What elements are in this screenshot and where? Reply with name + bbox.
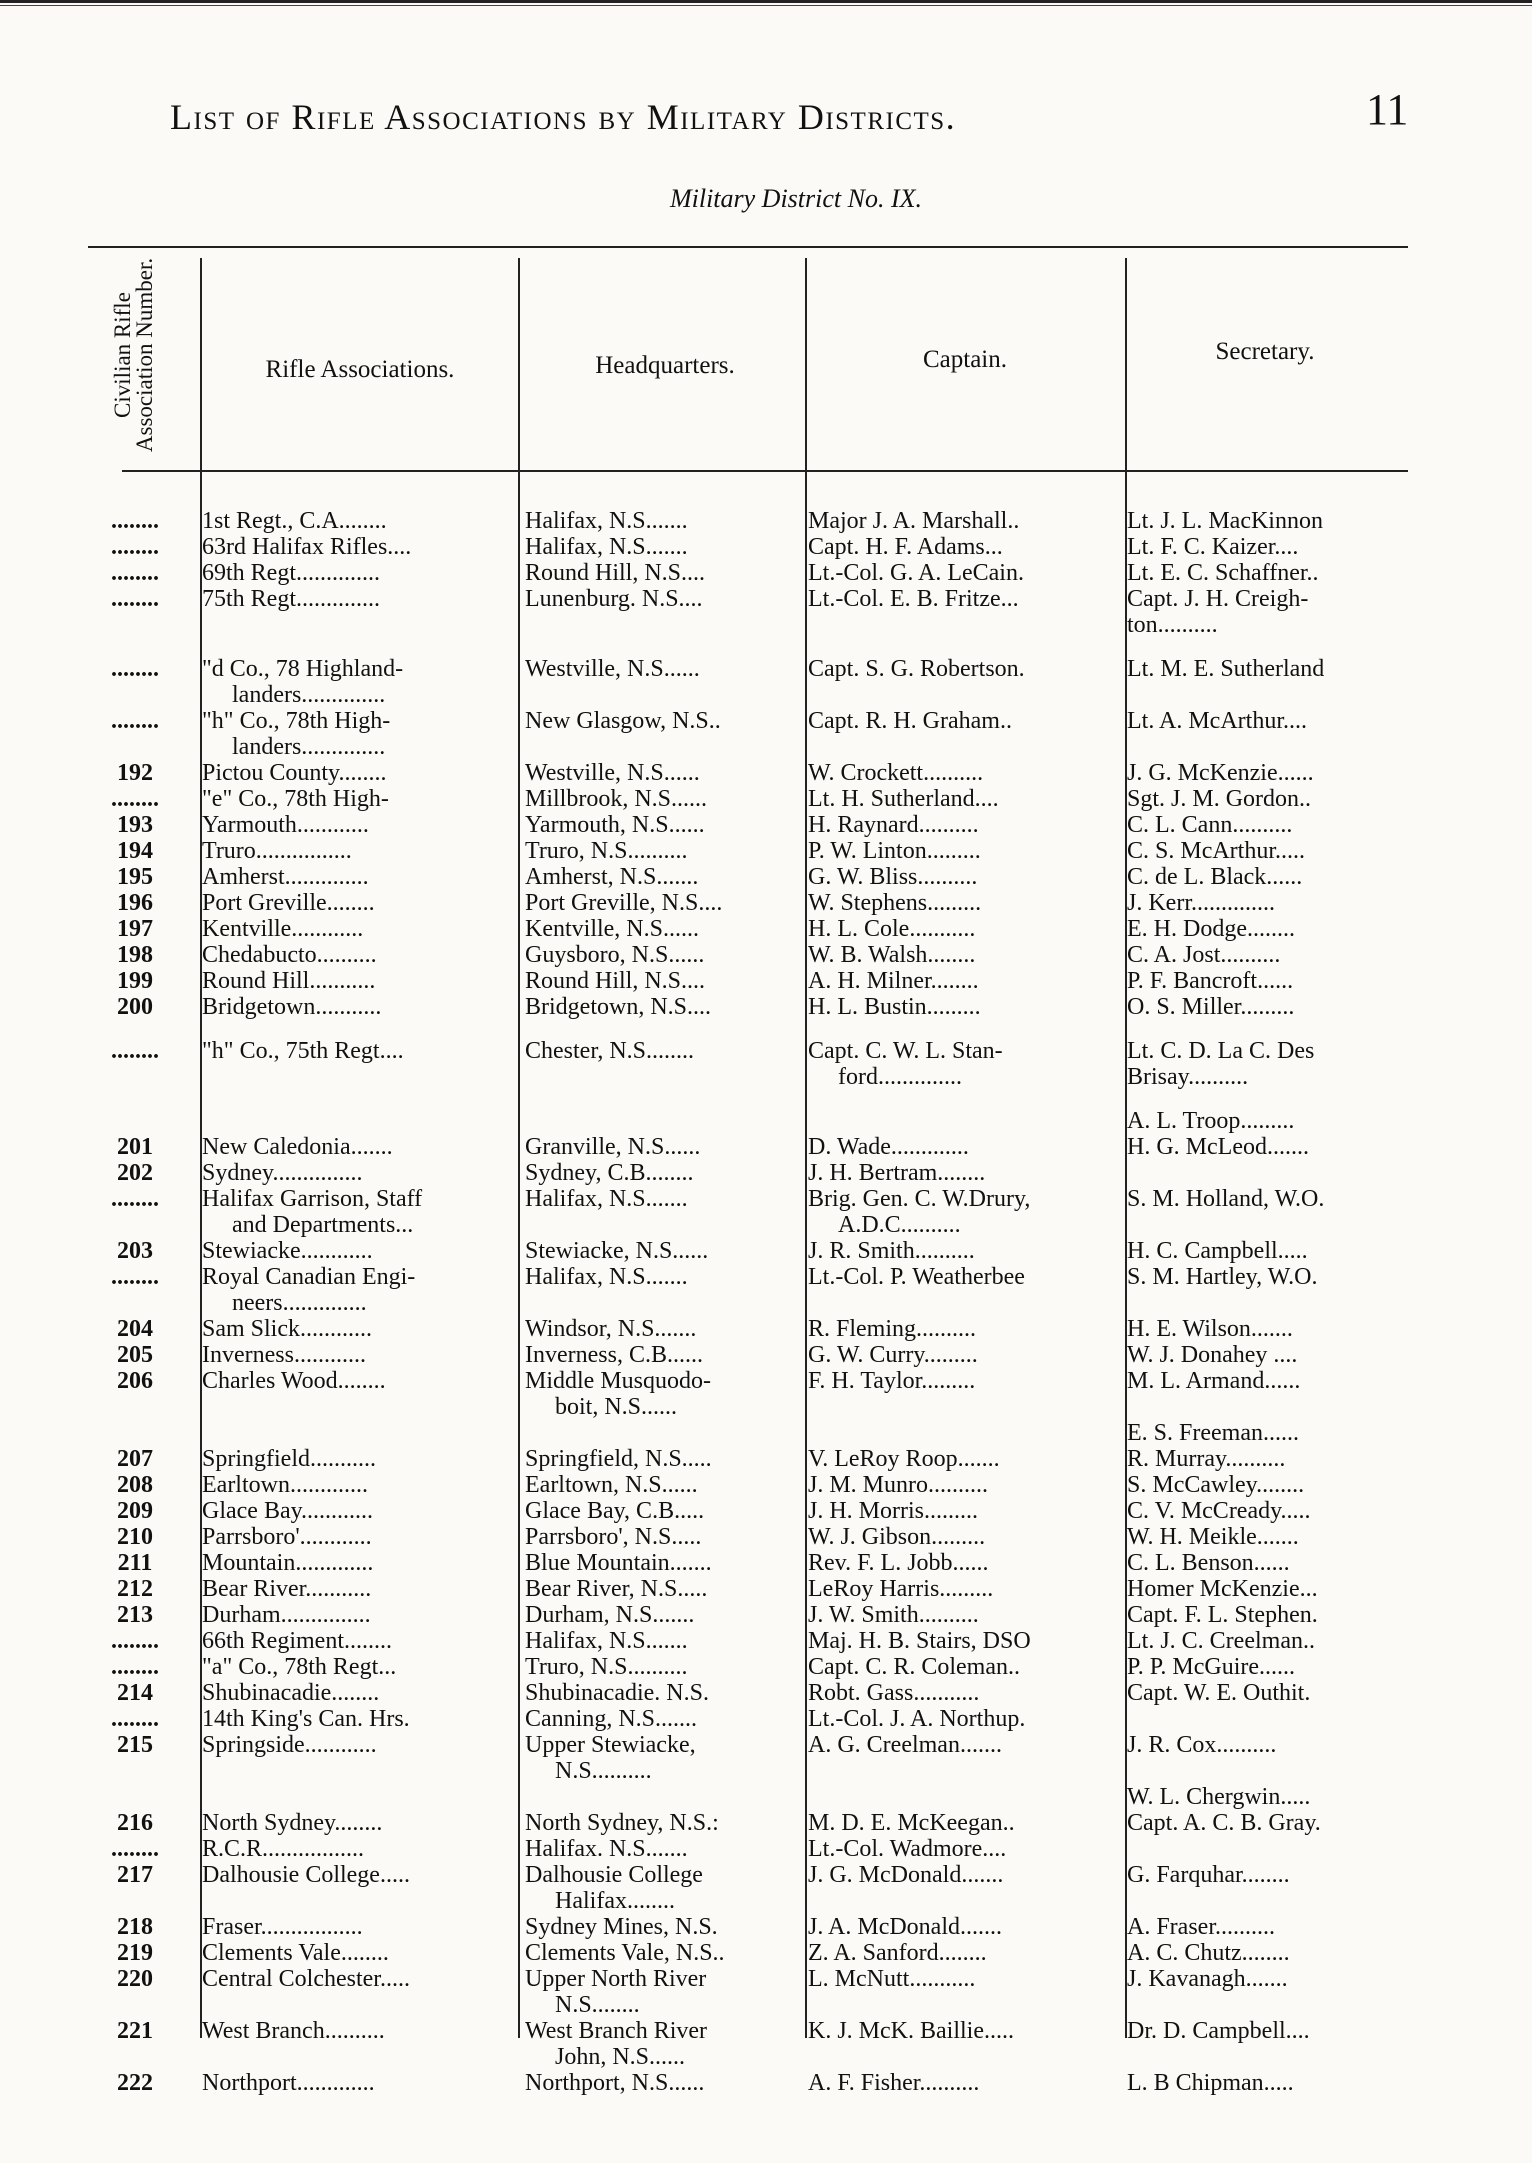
captain-cell: J. W. Smith.......... [808,1602,979,1628]
association-name: "a" Co., 78th Regt... [202,1654,397,1680]
district-subtitle: Military District No. IX. [669,184,923,213]
association-number: 205 [117,1342,153,1368]
secretary-cell: C. S. McArthur..... [1127,838,1306,864]
column-header-association: Rifle Associations. [265,356,455,383]
secretary-cell: ton.......... [1127,612,1218,638]
captain-cell: Capt. C. W. L. Stan- [808,1038,1003,1064]
headquarters-cell: Halifax, N.S....... [525,508,688,534]
secretary-cell: C. de L. Black...... [1127,864,1303,890]
association-name: landers.............. [232,734,386,760]
secretary-cell: J. G. McKenzie...... [1127,760,1314,786]
headquarters-cell: Chester, N.S........ [525,1038,695,1064]
headquarters-cell: Clements Vale, N.S.. [525,1940,725,1966]
captain-cell: Lt.-Col. P. Weatherbee [808,1264,1025,1290]
page-top-rule [0,0,1532,10]
secretary-cell: Lt. F. C. Kaizer.... [1127,534,1299,560]
association-name: West Branch.......... [202,2018,385,2044]
headquarters-cell: Amherst, N.S....... [525,864,699,890]
secretary-cell: W. L. Chergwin..... [1127,1784,1311,1810]
secretary-cell: C. L. Cann.......... [1127,812,1293,838]
headquarters-cell: N.S.......... [555,1758,652,1784]
captain-cell: Capt. C. R. Coleman.. [808,1654,1020,1680]
association-number: 219 [117,1940,153,1966]
captain-cell: D. Wade............. [808,1134,969,1160]
association-name: Bridgetown........... [202,994,382,1020]
headquarters-cell: Millbrook, N.S...... [525,786,708,812]
headquarters-cell: Halifax. N.S....... [525,1836,688,1862]
headquarters-cell: Guysboro, N.S...... [525,942,705,968]
captain-cell: Capt. R. H. Graham.. [808,708,1012,734]
headquarters-cell: West Branch River [525,2018,708,2044]
captain-cell: J. G. McDonald....... [808,1862,1004,1888]
association-number: ........ [111,560,159,586]
association-number: ........ [111,1836,159,1862]
association-name: 69th Regt.............. [202,560,380,586]
association-number: 202 [117,1160,153,1186]
secretary-cell: Lt. A. McArthur.... [1127,708,1307,734]
headquarters-cell: Round Hill, N.S.... [525,968,706,994]
association-name: 66th Regiment........ [202,1628,392,1654]
headquarters-cell: Port Greville, N.S.... [525,890,723,916]
secretary-cell: Dr. D. Campbell.... [1127,2018,1310,2044]
association-name: Chedabucto.......... [202,942,377,968]
captain-cell: LeRoy Harris......... [808,1576,994,1602]
association-name: Sydney............... [202,1160,363,1186]
association-name: Clements Vale........ [202,1940,389,1966]
headquarters-cell: John, N.S...... [555,2044,686,2070]
association-name: 14th King's Can. Hrs. [202,1706,410,1732]
headquarters-cell: Truro, N.S.......... [525,838,688,864]
secretary-cell: H. C. Campbell..... [1127,1238,1308,1264]
association-name: 1st Regt., C.A........ [202,508,387,534]
headquarters-cell: Stewiacke, N.S...... [525,1238,709,1264]
association-number: ........ [111,1628,159,1654]
headquarters-cell: boit, N.S...... [555,1394,678,1420]
secretary-cell: A. L. Troop......... [1127,1108,1295,1134]
secretary-cell: Sgt. J. M. Gordon.. [1127,786,1312,812]
captain-cell: J. A. McDonald....... [808,1914,1002,1940]
captain-cell: J. M. Munro.......... [808,1472,989,1498]
page-title: List of Rifle Associations by Military Districts. [170,97,957,137]
secretary-cell: C. V. McCready..... [1127,1498,1311,1524]
association-number: ........ [111,656,159,682]
association-name: Stewiacke............ [202,1238,373,1264]
headquarters-cell: Parrsboro', N.S..... [525,1524,702,1550]
association-name: Halifax Garrison, Staff [202,1186,423,1212]
secretary-cell: Capt. W. E. Outhit. [1127,1680,1311,1706]
association-number: ........ [111,708,159,734]
headquarters-cell: Truro, N.S.......... [525,1654,688,1680]
association-name: Round Hill........... [202,968,376,994]
association-number: 206 [117,1368,153,1394]
secretary-cell: G. Farquhar........ [1127,1862,1290,1888]
column-header-number: Civilian Rifle Association Number. [110,257,157,453]
association-name: Pictou County........ [202,760,387,786]
captain-cell: Maj. H. B. Stairs, DSO [808,1628,1031,1654]
secretary-cell: Lt. E. C. Schaffner.. [1127,560,1319,586]
association-name: "h" Co., 78th High- [202,708,391,734]
association-name: Earltown............. [202,1472,368,1498]
captain-cell: A. G. Creelman....... [808,1732,1002,1758]
secretary-cell: Lt. J. L. MacKinnon [1127,508,1323,534]
headquarters-cell: Inverness, C.B...... [525,1342,703,1368]
captain-cell: H. Raynard.......... [808,812,979,838]
association-name: neers.............. [232,1290,367,1316]
association-name: Mountain............. [202,1550,374,1576]
secretary-cell: Capt. J. H. Creigh- [1127,586,1309,612]
association-number: 214 [117,1680,153,1706]
association-number: 201 [117,1134,153,1160]
secretary-cell: L. B Chipman..... [1127,2070,1294,2096]
association-number: 217 [117,1862,153,1888]
secretary-cell: Lt. M. E. Sutherland [1127,656,1325,682]
captain-cell: J. H. Morris......... [808,1498,979,1524]
captain-cell: H. L. Cole........... [808,916,976,942]
table-top-rule [88,246,1408,248]
column-header-secretary: Secretary. [1215,338,1315,365]
association-number: 211 [117,1550,153,1576]
secretary-cell: P. F. Bancroft...... [1127,968,1294,994]
headquarters-cell: Durham, N.S....... [525,1602,695,1628]
association-number: 222 [117,2070,153,2096]
captain-cell: W. Crockett.......... [808,760,984,786]
secretary-cell: S. M. Hartley, W.O. [1127,1264,1318,1290]
column-divider [805,258,807,2038]
captain-cell: Brig. Gen. C. W.Drury, [808,1186,1031,1212]
headquarters-cell: Sydney, C.B........ [525,1160,694,1186]
secretary-cell: Capt. F. L. Stephen. [1127,1602,1318,1628]
association-number: 200 [117,994,153,1020]
association-name: 63rd Halifax Rifles.... [202,534,412,560]
captain-cell: A. H. Milner........ [808,968,979,994]
association-name: Royal Canadian Engi- [202,1264,416,1290]
association-name: Truro................ [202,838,352,864]
captain-cell: H. L. Bustin......... [808,994,981,1020]
headquarters-cell: Earltown, N.S...... [525,1472,698,1498]
association-name: Fraser................. [202,1914,363,1940]
captain-cell: W. B. Walsh........ [808,942,976,968]
association-number: 197 [117,916,153,942]
headquarters-cell: Round Hill, N.S.... [525,560,706,586]
secretary-cell: W. J. Donahey .... [1127,1342,1298,1368]
association-number: 209 [117,1498,153,1524]
association-number: 212 [117,1576,153,1602]
secretary-cell: A. Fraser.......... [1127,1914,1275,1940]
secretary-cell: Lt. C. D. La C. Des [1127,1038,1315,1064]
secretary-cell: J. Kavanagh....... [1127,1966,1288,1992]
association-name: and Departments... [232,1212,414,1238]
association-number: 208 [117,1472,153,1498]
headquarters-cell: Blue Mountain....... [525,1550,712,1576]
headquarters-cell: Bridgetown, N.S.... [525,994,711,1020]
captain-cell: L. McNutt........... [808,1966,976,1992]
column-divider [518,258,520,2038]
association-name: Northport............. [202,2070,375,2096]
captain-cell: ford.............. [838,1064,962,1090]
association-number: ........ [111,1706,159,1732]
captain-cell: Robt. Gass........... [808,1680,980,1706]
association-name: Central Colchester..... [202,1966,410,1992]
captain-cell: Lt.-Col. E. B. Fritze... [808,586,1019,612]
association-number: 195 [117,864,153,890]
secretary-cell: Homer McKenzie... [1127,1576,1318,1602]
headquarters-cell: Middle Musquodo- [525,1368,711,1394]
headquarters-cell: Bear River, N.S..... [525,1576,708,1602]
association-number: ........ [111,508,159,534]
association-name: Springfield........... [202,1446,376,1472]
captain-cell: V. LeRoy Roop....... [808,1446,1000,1472]
secretary-cell: M. L. Armand...... [1127,1368,1301,1394]
association-number: 207 [117,1446,153,1472]
headquarters-cell: Springfield, N.S..... [525,1446,712,1472]
secretary-cell: P. P. McGuire...... [1127,1654,1296,1680]
association-name: "h" Co., 75th Regt.... [202,1038,404,1064]
secretary-cell: Capt. A. C. B. Gray. [1127,1810,1321,1836]
association-name: Kentville............ [202,916,364,942]
header-bottom-rule [122,470,1408,472]
headquarters-cell: Canning, N.S....... [525,1706,698,1732]
captain-cell: Capt. H. F. Adams... [808,534,1003,560]
association-number: 193 [117,812,153,838]
captain-cell: Lt.-Col. J. A. Northup. [808,1706,1026,1732]
captain-cell: W. Stephens......... [808,890,982,916]
association-number: 210 [117,1524,153,1550]
captain-cell: G. W. Curry......... [808,1342,978,1368]
captain-cell: F. H. Taylor......... [808,1368,976,1394]
captain-cell: W. J. Gibson......... [808,1524,986,1550]
headquarters-cell: Kentville, N.S...... [525,916,699,942]
association-name: landers.............. [232,682,386,708]
headquarters-cell: New Glasgow, N.S.. [525,708,721,734]
secretary-cell: H. E. Wilson....... [1127,1316,1293,1342]
association-number: ........ [111,534,159,560]
headquarters-cell: Upper North River [525,1966,707,1992]
captain-cell: A. F. Fisher.......... [808,2070,980,2096]
association-name: Springside............ [202,1732,377,1758]
captain-cell: Z. A. Sanford........ [808,1940,987,1966]
association-name: Amherst.............. [202,864,369,890]
captain-cell: Lt.-Col. Wadmore.... [808,1836,1007,1862]
captain-cell: Major J. A. Marshall.. [808,508,1020,534]
association-name: North Sydney........ [202,1810,383,1836]
secretary-cell: C. A. Jost.......... [1127,942,1281,968]
association-name: Dalhousie College..... [202,1862,410,1888]
association-name: Durham............... [202,1602,371,1628]
captain-cell: G. W. Bliss.......... [808,864,978,890]
association-name: Parrsboro'............ [202,1524,372,1550]
association-number: 198 [117,942,153,968]
association-name: Yarmouth............ [202,812,369,838]
association-number: 203 [117,1238,153,1264]
captain-cell: Rev. F. L. Jobb...... [808,1550,989,1576]
association-name: 75th Regt.............. [202,586,380,612]
secretary-cell: J. R. Cox.......... [1127,1732,1277,1758]
association-number: 204 [117,1316,153,1342]
association-number: ........ [111,586,159,612]
captain-cell: J. R. Smith.......... [808,1238,975,1264]
headquarters-cell: N.S........ [555,1992,640,2018]
headquarters-cell: Westville, N.S...... [525,760,700,786]
association-name: Inverness............ [202,1342,366,1368]
association-name: Port Greville........ [202,890,375,916]
headquarters-cell: Sydney Mines, N.S. [525,1914,718,1940]
captain-cell: R. Fleming.......... [808,1316,977,1342]
captain-cell: Capt. S. G. Robertson. [808,656,1025,682]
association-number: 220 [117,1966,153,1992]
captain-cell: J. H. Bertram........ [808,1160,986,1186]
page-number: 11 [1366,85,1409,134]
association-name: R.C.R................. [202,1836,365,1862]
headquarters-cell: Westville, N.S...... [525,656,700,682]
headquarters-cell: Upper Stewiacke, [525,1732,696,1758]
association-number: 216 [117,1810,153,1836]
association-name: "e" Co., 78th High- [202,786,389,812]
headquarters-cell: Windsor, N.S....... [525,1316,697,1342]
secretary-cell: R. Murray.......... [1127,1446,1286,1472]
association-number: 199 [117,968,153,994]
association-name: Glace Bay............ [202,1498,374,1524]
association-number: 196 [117,890,153,916]
headquarters-cell: Glace Bay, C.B..... [525,1498,705,1524]
association-name: Shubinacadie........ [202,1680,380,1706]
association-name: Charles Wood........ [202,1368,386,1394]
headquarters-cell: Shubinacadie. N.S. [525,1680,709,1706]
secretary-cell: S. McCawley........ [1127,1472,1305,1498]
headquarters-cell: Halifax, N.S....... [525,1264,688,1290]
secretary-cell: S. M. Holland, W.O. [1127,1186,1325,1212]
captain-cell: Lt. H. Sutherland.... [808,786,999,812]
association-number: 218 [117,1914,153,1940]
column-header-headquarters: Headquarters. [595,352,735,379]
headquarters-cell: Halifax........ [555,1888,675,1914]
secretary-cell: E. H. Dodge........ [1127,916,1295,942]
secretary-cell: Lt. J. C. Creelman.. [1127,1628,1315,1654]
headquarters-cell: Yarmouth, N.S...... [525,812,705,838]
secretary-cell: A. C. Chutz........ [1127,1940,1290,1966]
secretary-cell: Brisay.......... [1127,1064,1249,1090]
headquarters-cell: Halifax, N.S....... [525,1186,688,1212]
association-number: ........ [111,1264,159,1290]
headquarters-cell: Halifax, N.S....... [525,1628,688,1654]
captain-cell: P. W. Linton......... [808,838,981,864]
association-number: ........ [111,1038,159,1064]
secretary-cell: C. L. Benson...... [1127,1550,1290,1576]
headquarters-cell: Lunenburg. N.S.... [525,586,703,612]
association-name: "d Co., 78 Highland- [202,656,404,682]
column-header-captain: Captain. [922,346,1007,373]
association-name: Bear River........... [202,1576,372,1602]
secretary-cell: O. S. Miller......... [1127,994,1295,1020]
association-number: 192 [117,760,153,786]
association-number: ........ [111,786,159,812]
headquarters-cell: Granville, N.S...... [525,1134,701,1160]
captain-cell: Lt.-Col. G. A. LeCain. [808,560,1024,586]
captain-cell: A.D.C.......... [838,1212,961,1238]
headquarters-cell: Northport, N.S...... [525,2070,705,2096]
captain-cell: K. J. McK. Baillie..... [808,2018,1014,2044]
association-number: 213 [117,1602,153,1628]
association-number: 194 [117,838,153,864]
headquarters-cell: Halifax, N.S....... [525,534,688,560]
secretary-cell: E. S. Freeman...... [1127,1420,1299,1446]
association-name: New Caledonia....... [202,1134,393,1160]
association-number: 221 [117,2018,153,2044]
association-number: ........ [111,1654,159,1680]
headquarters-cell: North Sydney, N.S.: [525,1810,719,1836]
secretary-cell: H. G. McLeod....... [1127,1134,1309,1160]
captain-cell: M. D. E. McKeegan.. [808,1810,1015,1836]
secretary-cell: J. Kerr.............. [1127,890,1275,916]
headquarters-cell: Dalhousie College [525,1862,703,1888]
association-number: 215 [117,1732,153,1758]
secretary-cell: W. H. Meikle....... [1127,1524,1299,1550]
association-name: Sam Slick............ [202,1316,373,1342]
association-number: ........ [111,1186,159,1212]
